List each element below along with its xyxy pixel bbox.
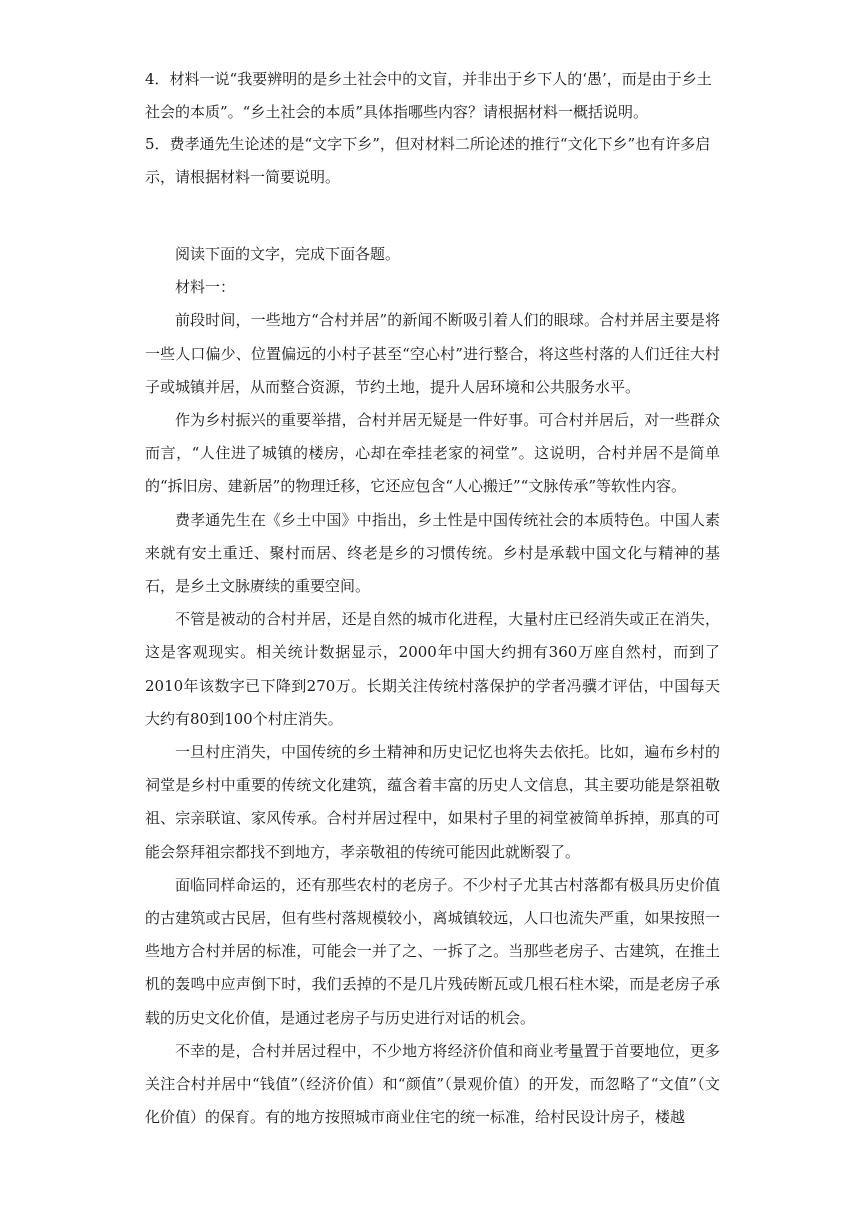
reading-passage <box>145 238 720 1134</box>
paragraph: 不幸的是，合村并居过程中，不少地方将经济价值和商业考量置于首要地位，更多关注合村并居中“钱值”（经济价值）和“颜值”（景观价值）的开发，而忽略了“文值”（文化价值）的保育。有的地方按照城市商业住宅的统一标准，给村民设计房子，楼越 <box>145 1041 720 1127</box>
reading-instruction: 阅读下面的文字，完成下面各题。 <box>175 245 401 263</box>
paragraph: 面临同样命运的，还有那些农村的老房子。不少村子尤其古村落都有极具历史价值的古建筑或古民居，但有些村落规模较小，离城镇较远，人口也流失严重，如果按照一些地方合村并居的标准，可能会一并了之、一拆了之。当那些老房子、古建筑，在推土机的轰鸣中应声倒下时，我们丢掉的不是几片残砖断瓦或几根石柱木梁，而是老房子承载的历史文化价值，是通过老房子与历史进行对话的机会。 <box>145 875 720 1027</box>
paragraph: 不管是被动的合村并居，还是自然的城市化进程，大量村庄已经消失或正在消失，这是客观现实。相关统计数据显示，2000年中国大约拥有360万座自然村，而到了2010年该数字已下降到270万。长期关注传统村落保护的学者冯骥才评估，中国每天大约有80到100个村庄消失。 <box>145 610 720 728</box>
paragraph: 作为乡村振兴的重要举措，合村并居无疑是一件好事。可合村并居后，对一些群众而言，“人住进了城镇的楼房，心却在牵挂老家的祠堂”。这说明，合村并居不是简单的“拆旧房、建新居”的物理迁移，它还应包含“人心搬迁”“文脉传承”等软性内容。 <box>145 411 720 496</box>
question-4: 4．材料一说“我要辨明的是乡土社会中的文盲，并非出于乡下人的‘愚’，而是由于乡土社会的本质”。“乡土社会的本质”具体指哪些内容？请根据材料一概括说明。 <box>145 70 712 121</box>
paragraph: 一旦村庄消失，中国传统的乡土精神和历史记忆也将失去依托。比如，遍布乡村的祠堂是乡村中重要的传统文化建筑，蕴含着丰富的历史人文信息，其主要功能是祭祖敬祖、宗亲联谊、家风传承。合村并居过程中，如果村子里的祠堂被简单拆掉，那真的可能会祭拜祖宗都找不到地方，孝亲敬祖的传统可能因此就断裂了。 <box>145 743 720 861</box>
paragraph: 前段时间，一些地方“合村并居”的新闻不断吸引着人们的眼球。合村并居主要是将一些人口偏少、位置偏远的小村子甚至“空心村”进行整合，将这些村落的人们迁往大村子或城镇并居，从而整合资源，节约土地，提升人居环境和公共服务水平。 <box>145 311 720 396</box>
paragraph: 费孝通先生在《乡土中国》中指出，乡土性是中国传统社会的本质特色。中国人素来就有安土重迁、聚村而居、终老是乡的习惯传统。乡村是承载中国文化与精神的基石，是乡土文脉赓续的重要空间。 <box>145 510 720 596</box>
question-list <box>145 63 720 193</box>
material-label: 材料一： <box>175 278 236 297</box>
question-5: 5．费孝通先生论述的是“文字下乡”，但对材料二所论述的推行“文化下乡”也有许多启示，请根据材料一简要说明。 <box>145 135 711 186</box>
